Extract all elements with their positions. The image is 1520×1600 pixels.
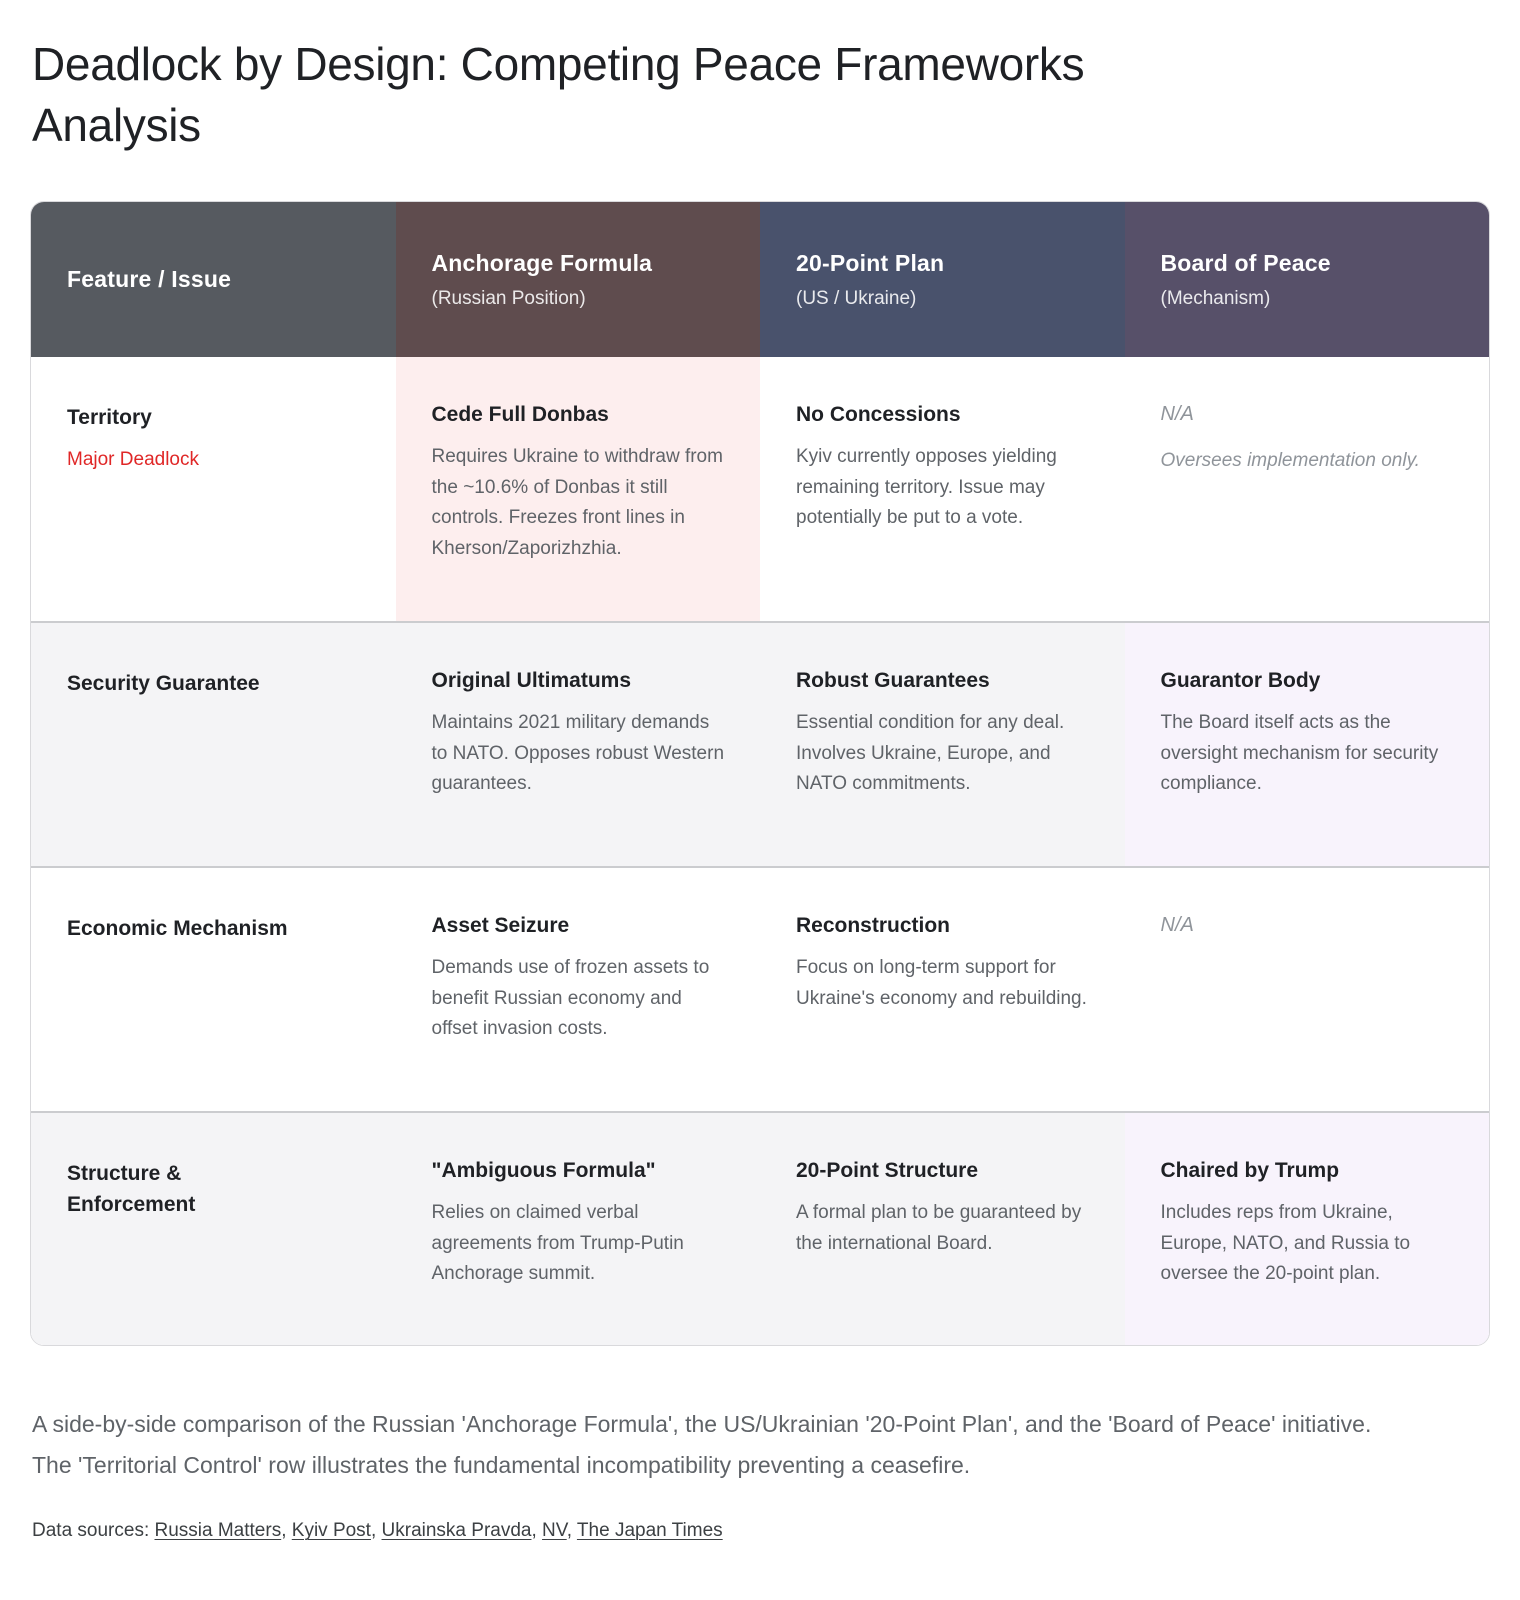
cell-body: Maintains 2021 military demands to NATO. Opposes robust Western guarantees. — [431, 712, 725, 795]
deadlock-status-badge: Major Deadlock — [67, 448, 199, 470]
cell-title: Original Ultimatums — [431, 669, 632, 693]
cell-title: Robust Guarantees — [796, 669, 990, 693]
cell-body: Includes reps from Ukraine, Europe, NATO, and Russia to oversee the 20-point plan. — [1160, 1202, 1411, 1285]
cell-title: Chaired by Trump — [1160, 1159, 1340, 1183]
cell-title: Reconstruction — [796, 914, 951, 938]
row-economic-mechanism — [31, 866, 1489, 1111]
cell-structure-board — [1125, 1113, 1490, 1345]
cell-body: Requires Ukraine to withdraw from the ~10.6% of Donbas it still controls. Freezes front lines in Kherson/Zaporizhzhia. — [431, 446, 723, 559]
cell-title: "Ambiguous Formula" — [431, 1159, 656, 1183]
page-title: Deadlock by Design: Competing Peace Frameworks Analysis — [32, 38, 1085, 151]
cell-title: Guarantor Body — [1160, 669, 1321, 693]
cell-title: Asset Seizure — [431, 914, 570, 938]
cell-territory-feature — [31, 357, 396, 621]
cell-structure-anchorage — [396, 1113, 761, 1345]
feature-name: Economic Mechanism — [67, 917, 288, 941]
header-board-of-peace — [1125, 202, 1490, 357]
source-link-japan-times[interactable]: The Japan Times — [576, 1520, 723, 1542]
cell-economic-plan — [760, 868, 1125, 1111]
header-anchorage-formula — [396, 202, 761, 357]
header-subtitle: (Russian Position) — [431, 287, 586, 309]
header-20-point-plan — [760, 202, 1125, 357]
source-link-ukrainska-pravda[interactable]: Ukrainska Pravda — [381, 1520, 532, 1542]
data-sources-line — [32, 1520, 1490, 1542]
cell-economic-board — [1125, 868, 1490, 1111]
cell-body: The Board itself acts as the oversight mechanism for security compliance. — [1160, 712, 1439, 795]
header-label: Board of Peace — [1160, 249, 1331, 276]
header-label: Anchorage Formula — [431, 249, 653, 276]
cell-title: Cede Full Donbas — [431, 403, 609, 427]
row-security-guarantee — [31, 621, 1489, 866]
feature-name: Security Guarantee — [67, 672, 260, 696]
cell-economic-anchorage — [396, 868, 761, 1111]
figure-caption: A side-by-side comparison of the Russian 'Anchorage Formula', the US/Ukrainian '20-Point Plan', and the 'Board of Peace' initiative. The 'Territorial Control' row illustrates the fundamental incompatibility preventing a ceasefire. — [32, 1411, 1372, 1479]
source-link-kyiv-post[interactable]: Kyiv Post — [291, 1520, 371, 1542]
source-separator: , — [531, 1520, 543, 1542]
header-feature-issue — [31, 202, 396, 357]
cell-body: Essential condition for any deal. Involves Ukraine, Europe, and NATO commitments. — [796, 712, 1065, 795]
cell-body: A formal plan to be guaranteed by the international Board. — [796, 1202, 1082, 1254]
cell-territory-plan — [760, 357, 1125, 621]
na-label: N/A — [1160, 403, 1194, 426]
cell-title: No Concessions — [796, 403, 961, 427]
source-link-russia-matters[interactable]: Russia Matters — [154, 1520, 282, 1542]
cell-territory-anchorage — [396, 357, 761, 621]
source-separator: , — [566, 1520, 577, 1542]
cell-body: Demands use of frozen assets to benefit Russian economy and offset invasion costs. — [431, 957, 710, 1040]
cell-security-plan — [760, 623, 1125, 866]
cell-title: 20-Point Structure — [796, 1159, 979, 1183]
cell-security-feature — [31, 623, 396, 866]
header-subtitle: (Mechanism) — [1160, 287, 1271, 309]
cell-body: Focus on long-term support for Ukraine's economy and rebuilding. — [796, 957, 1087, 1009]
feature-name: Structure & Enforcement — [67, 1162, 196, 1216]
cell-body: Relies on claimed verbal agreements from Trump-Putin Anchorage summit. — [431, 1202, 684, 1285]
source-separator: , — [281, 1520, 292, 1542]
header-label: Feature / Issue — [67, 266, 232, 293]
cell-body: Kyiv currently opposes yielding remaining territory. Issue may potentially be put to a vote. — [796, 446, 1057, 529]
na-note: Oversees implementation only. — [1160, 450, 1420, 472]
cell-territory-board — [1125, 357, 1490, 621]
cell-security-anchorage — [396, 623, 761, 866]
data-sources-label: Data sources: — [32, 1520, 155, 1542]
cell-structure-feature — [31, 1113, 396, 1345]
cell-structure-plan — [760, 1113, 1125, 1345]
cell-security-board — [1125, 623, 1490, 866]
feature-name: Territory — [67, 406, 152, 430]
row-territory — [31, 357, 1489, 621]
cell-economic-feature — [31, 868, 396, 1111]
source-link-nv[interactable]: NV — [542, 1520, 567, 1542]
source-separator: , — [370, 1520, 382, 1542]
header-subtitle: (US / Ukraine) — [796, 287, 917, 309]
table-header-row — [31, 202, 1489, 357]
row-structure-enforcement — [31, 1111, 1489, 1345]
na-label: N/A — [1160, 914, 1194, 937]
comparison-table — [30, 201, 1490, 1346]
header-label: 20-Point Plan — [796, 249, 945, 276]
